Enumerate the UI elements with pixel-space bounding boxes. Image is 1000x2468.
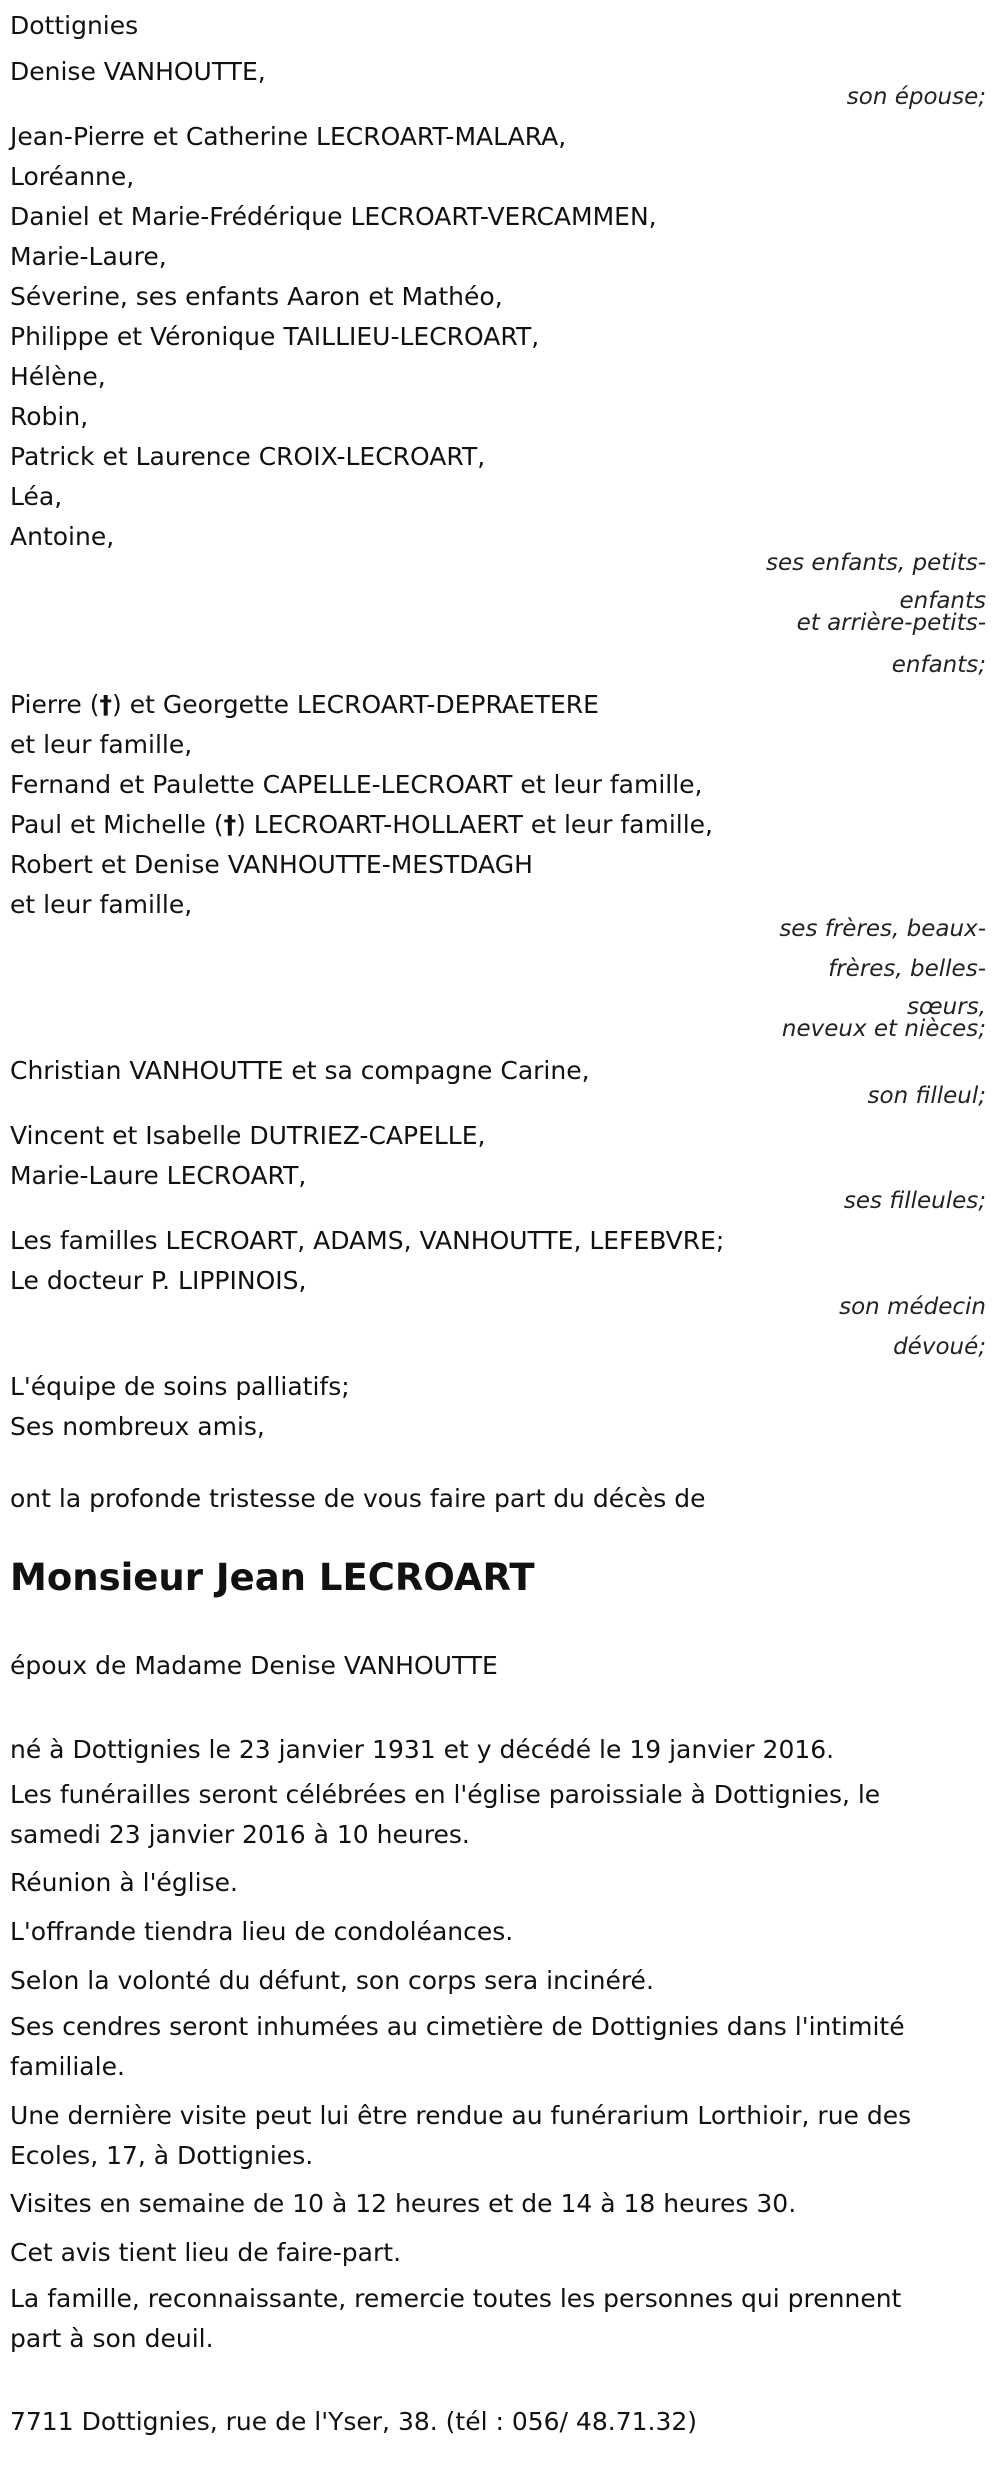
child-line: Robin, bbox=[10, 402, 89, 431]
cremation-line: Selon la volonté du défunt, son corps sera incinéré. bbox=[10, 1966, 654, 1995]
thanks-line: La famille, reconnaissante, remercie toutes les personnes qui prennent bbox=[10, 2284, 902, 2313]
announcement: ont la profonde tristesse de vous faire part du décès de bbox=[10, 1484, 706, 1513]
goddaughter-line: Marie-Laure LECROART, bbox=[10, 1161, 307, 1190]
spouse-name: Denise VANHOUTTE, bbox=[10, 57, 266, 86]
siblings-role: frères, belles- bbox=[828, 956, 986, 982]
ashes-line: Ses cendres seront inhumées au cimetière de Dottignies dans l'intimité bbox=[10, 2012, 905, 2041]
address-line: 7711 Dottignies, rue de l'Yser, 38. (tél : 056/ 48.71.32) bbox=[10, 2407, 698, 2436]
child-line: Marie-Laure, bbox=[10, 242, 167, 271]
dagger-icon: † bbox=[223, 810, 237, 839]
notice-line: Cet avis tient lieu de faire-part. bbox=[10, 2238, 402, 2267]
siblings-role: ses frères, beaux- bbox=[779, 916, 986, 942]
sibling-line: Fernand et Paulette CAPELLE-LECROART et leur famille, bbox=[10, 770, 703, 799]
child-line: Philippe et Véronique TAILLIEU-LECROART, bbox=[10, 322, 540, 351]
child-line: Patrick et Laurence CROIX-LECROART, bbox=[10, 442, 486, 471]
deceased-name: Monsieur Jean LECROART bbox=[10, 1556, 535, 1599]
spouse-role: son épouse; bbox=[846, 84, 986, 110]
siblings-role: neveux et nièces; bbox=[781, 1016, 986, 1042]
child-line: Loréanne, bbox=[10, 162, 135, 191]
child-line: Jean-Pierre et Catherine LECROART-MALARA, bbox=[10, 122, 567, 151]
dagger-icon: † bbox=[99, 690, 113, 719]
child-line: Antoine, bbox=[10, 522, 115, 551]
doctor-role: dévoué; bbox=[893, 1334, 986, 1360]
children-role: enfants bbox=[899, 588, 986, 614]
ashes-line: familiale. bbox=[10, 2052, 125, 2081]
godson-role: son filleul; bbox=[867, 1083, 986, 1109]
child-line: Séverine, ses enfants Aaron et Mathéo, bbox=[10, 282, 503, 311]
doctor-name: Le docteur P. LIPPINOIS, bbox=[10, 1266, 307, 1295]
siblings-role: sœurs, bbox=[907, 994, 986, 1020]
meeting-line: Réunion à l'église. bbox=[10, 1868, 238, 1897]
sibling-line: Pierre (†) et Georgette LECROART-DEPRAETERE bbox=[10, 690, 599, 719]
sibling-line: et leur famille, bbox=[10, 890, 193, 919]
goddaughters-role: ses filleules; bbox=[843, 1188, 986, 1214]
sibling-line: et leur famille, bbox=[10, 730, 193, 759]
child-line: Léa, bbox=[10, 482, 63, 511]
goddaughter-line: Vincent et Isabelle DUTRIEZ-CAPELLE, bbox=[10, 1121, 486, 1150]
families-line: Les familles LECROART, ADAMS, VANHOUTTE, LEFEBVRE; bbox=[10, 1226, 725, 1255]
sibling-line: Paul et Michelle (†) LECROART-HOLLAERT et leur famille, bbox=[10, 810, 713, 839]
visit-line: Une dernière visite peut lui être rendue au funérarium Lorthioir, rue des bbox=[10, 2101, 912, 2130]
godson-name: Christian VANHOUTTE et sa compagne Carine, bbox=[10, 1056, 590, 1085]
thanks-line: part à son deuil. bbox=[10, 2324, 214, 2353]
child-line: Hélène, bbox=[10, 362, 106, 391]
offering-line: L'offrande tiendra lieu de condoléances. bbox=[10, 1917, 514, 1946]
friends-line: Ses nombreux amis, bbox=[10, 1412, 265, 1441]
doctor-role: son médecin bbox=[839, 1294, 986, 1320]
funeral-line: samedi 23 janvier 2016 à 10 heures. bbox=[10, 1820, 470, 1849]
team-line: L'équipe de soins palliatifs; bbox=[10, 1372, 350, 1401]
hours-line: Visites en semaine de 10 à 12 heures et de 14 à 18 heures 30. bbox=[10, 2189, 797, 2218]
sibling-line: Robert et Denise VANHOUTTE-MESTDAGH bbox=[10, 850, 533, 879]
birth-death: né à Dottignies le 23 janvier 1931 et y décédé le 19 janvier 2016. bbox=[10, 1735, 835, 1764]
city-heading: Dottignies bbox=[10, 11, 139, 40]
visit-line: Ecoles, 17, à Dottignies. bbox=[10, 2141, 314, 2170]
spouse-of: époux de Madame Denise VANHOUTTE bbox=[10, 1651, 498, 1680]
children-role: ses enfants, petits- bbox=[765, 550, 986, 576]
funeral-line: Les funérailles seront célébrées en l'église paroissiale à Dottignies, le bbox=[10, 1780, 881, 1809]
children-role: et arrière-petits- bbox=[796, 610, 986, 636]
child-line: Daniel et Marie-Frédérique LECROART-VERCAMMEN, bbox=[10, 202, 657, 231]
children-role: enfants; bbox=[891, 652, 986, 678]
